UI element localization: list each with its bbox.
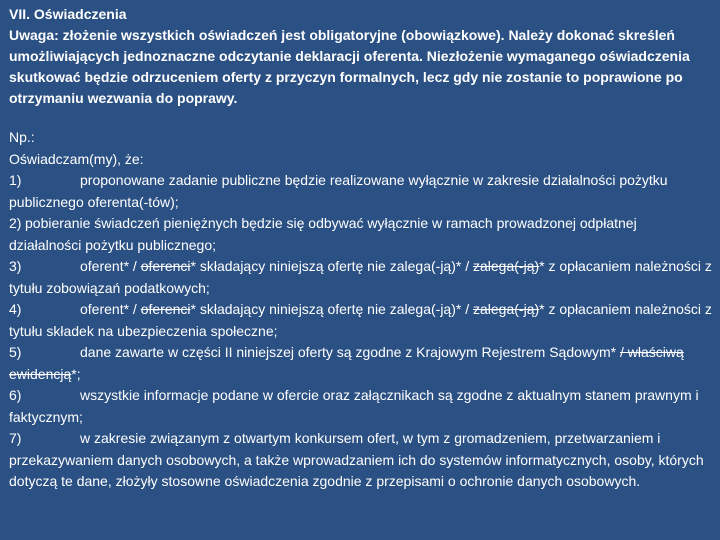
item-text: proponowane zadanie publiczne będzie realizowane wyłącznie w zakresie działalności pożytku publicznego oferenta(-tów); [9,172,668,210]
declarations [9,127,712,493]
item-text-b: * składający niniejszą ofertę nie zalega(-ją)* / [190,258,473,274]
section-note: Uwaga: złożenie wszystkich oświadczeń jest obligatoryjne (obowiązkowe). Należy dokonać skreśleń umożliwiających jednoznaczne odczytanie deklaracji oferenta. Niezłożenie wymaganego oświadczenia skutkować będzie odrzuceniem oferty z przyczyn formalnych, lecz gdy nie zostanie to poprawione po otrzymaniu wezwania do poprawy. [9,27,690,106]
struck-text: zalega(-ją) [473,258,540,274]
section-title: VII. Oświadczenia [9,6,127,22]
struck-text: oferenci [140,301,191,317]
item-text-a: dane zawarte w części II niniejszej oferty są zgodne z Krajowym Rejestrem Sądowym* [80,344,620,360]
declaration-item-5 [9,342,712,385]
item-text-c: * z opłacaniem należności z tytułu składek na ubezpieczenia społeczne; [9,301,712,339]
declare-label: Oświadczam(my), że: [9,150,144,167]
item-text: w zakresie związanym z otwartym konkursem ofert, w tym z gromadzeniem, przetwarzaniem i przekazywaniem danych osobowych, a także wprowadzaniem ich do systemów informatycznych, osoby, których dotyczą te dane, złożyły stosowne oświadczenia zgodnie z przepisami o ochronie danych osobowych. [9,430,704,489]
item-text-c: * z opłacaniem należności z tytułu zobowiązań podatkowych; [9,258,712,296]
item-text-b: * składający niniejszą ofertę nie zalega(-ją)* / [190,301,473,317]
item-text: wszystkie informacje podane w ofercie oraz załącznikach są zgodne z aktualnym stanem prawnym i faktycznym; [9,387,699,425]
item-number: 4) [9,301,22,317]
declaration-item-2 [9,213,712,256]
item-text-a: oferent* / [80,258,141,274]
declaration-item-4 [9,299,712,342]
item-text: pobieranie świadczeń pieniężnych będzie się odbywać wyłącznie w ramach prowadzonej odpłatnej działalności pożytku publicznego; [9,215,637,253]
np-label: Np.: [9,129,35,145]
item-number: 5) [9,344,22,360]
item-number: 1) [9,172,22,188]
struck-text: zalega(-ją) [473,301,540,317]
item-number: 6) [9,387,22,403]
struck-text: / właściwą ewidencją [9,344,684,382]
header [9,4,712,109]
item-text-a: oferent* / [80,301,141,317]
declaration-item-7 [9,428,712,493]
item-number: 7) [9,430,22,446]
declaration-item-3 [9,256,712,299]
declaration-item-6 [9,385,712,428]
item-text-b: *; [71,365,81,382]
item-number: 2) [9,215,22,231]
item-number: 3) [9,258,22,274]
struck-text: oferenci [140,258,191,274]
declaration-item-1 [9,170,712,213]
spacer [9,109,712,127]
